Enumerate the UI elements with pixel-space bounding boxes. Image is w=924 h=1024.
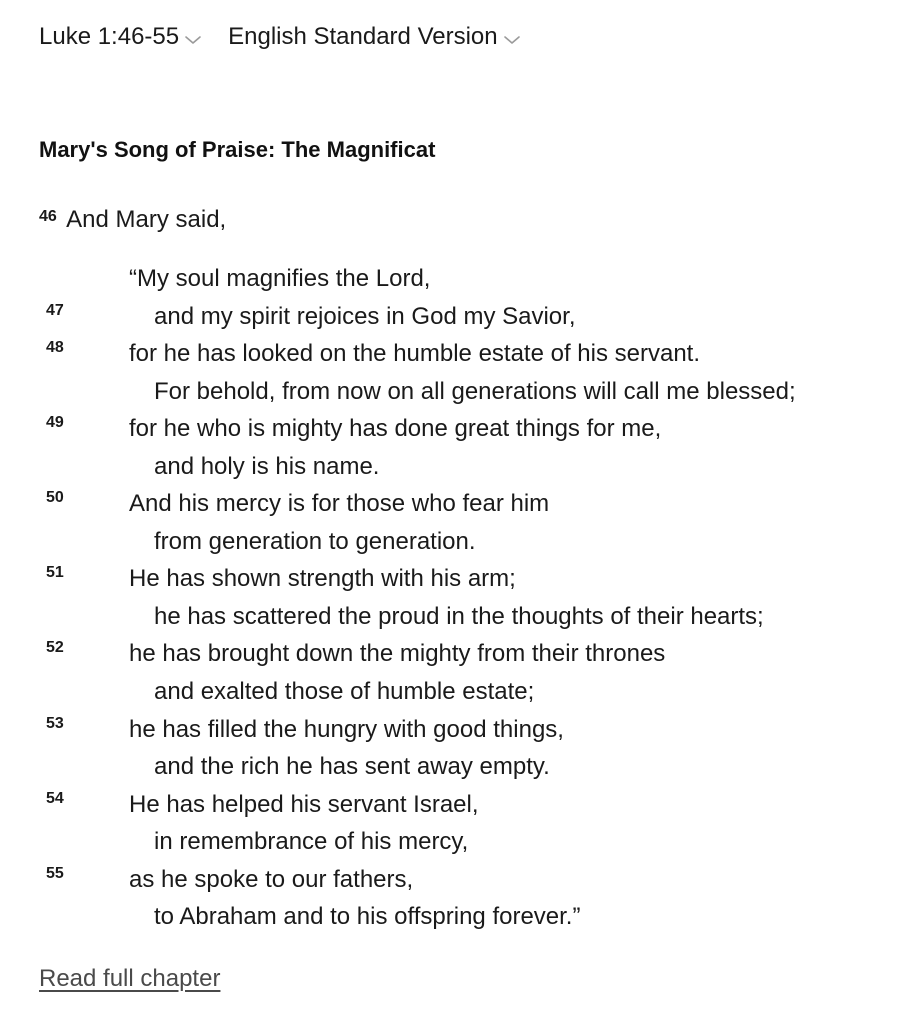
intro-verse [39, 200, 226, 237]
verse-number: 47 [46, 301, 64, 319]
poem-line [0, 748, 924, 786]
poem-line [0, 635, 924, 673]
verse-text: And Mary said, [66, 206, 227, 233]
passage-selector[interactable] [39, 23, 202, 51]
verse-text: “My soul magnifies the Lord, [129, 265, 431, 292]
verse-text: he has filled the hungry with good things, [129, 715, 564, 743]
poem-line [0, 711, 924, 749]
verse-text: for he who is mighty has done great things for me, [129, 415, 662, 443]
verse-text: and exalted those of humble estate; [154, 678, 535, 706]
verse-text: he has brought down the mighty from their thrones [129, 640, 666, 668]
poem-line [0, 861, 924, 899]
version-label: English Standard Version [228, 23, 498, 50]
poem-line [0, 410, 924, 448]
verse-number: 49 [46, 414, 64, 432]
verse-text: He has helped his servant Israel, [129, 790, 479, 818]
poem-line [0, 448, 924, 486]
verse-text: in remembrance of his mercy, [154, 828, 469, 856]
poem-line [0, 523, 924, 561]
poem-line [0, 898, 924, 936]
passage-toolbar [39, 20, 521, 54]
poem-line [0, 560, 924, 598]
verse-number: 52 [46, 639, 64, 657]
chevron-down-icon [503, 34, 521, 46]
poem-line [0, 485, 924, 523]
verse-number: 48 [46, 339, 64, 357]
verse-text: and holy is his name. [154, 452, 380, 480]
verse-number: 51 [46, 564, 64, 582]
version-selector[interactable] [228, 23, 521, 51]
poem-line [0, 786, 924, 824]
verse-text: He has shown strength with his arm; [129, 565, 516, 593]
verse-text: And his mercy is for those who fear him [129, 490, 550, 518]
poem-line [0, 823, 924, 861]
verse-text: and my spirit rejoices in God my Savior, [154, 302, 576, 330]
verse-text: he has scattered the proud in the thoughts of their hearts; [154, 602, 764, 630]
section-heading: Mary's Song of Praise: The Magnificat [39, 137, 436, 162]
poem-line [0, 335, 924, 373]
poem-line [0, 298, 924, 336]
poem-line [0, 373, 924, 411]
poem-line [0, 598, 924, 636]
passage-label: Luke 1:46-55 [39, 23, 180, 50]
verse-number: 55 [46, 864, 64, 882]
poem-line [0, 673, 924, 711]
read-full-chapter-link[interactable]: Read full chapter [39, 965, 221, 992]
verse-number: 53 [46, 714, 64, 732]
verse-text: for he has looked on the humble estate of his servant. [129, 340, 701, 368]
verse-number: 50 [46, 489, 64, 507]
verse-text: and the rich he has sent away empty. [154, 753, 550, 781]
poem-block [0, 260, 924, 936]
poem-line [0, 260, 924, 298]
chevron-down-icon [184, 34, 202, 46]
verse-text: as he spoke to our fathers, [129, 865, 414, 893]
verse-text: For behold, from now on all generations will call me blessed; [154, 377, 796, 405]
verse-number: 46 [39, 208, 57, 225]
verse-number: 54 [46, 789, 64, 807]
verse-text: from generation to generation. [154, 527, 476, 555]
verse-text: to Abraham and to his offspring forever.” [154, 903, 581, 931]
